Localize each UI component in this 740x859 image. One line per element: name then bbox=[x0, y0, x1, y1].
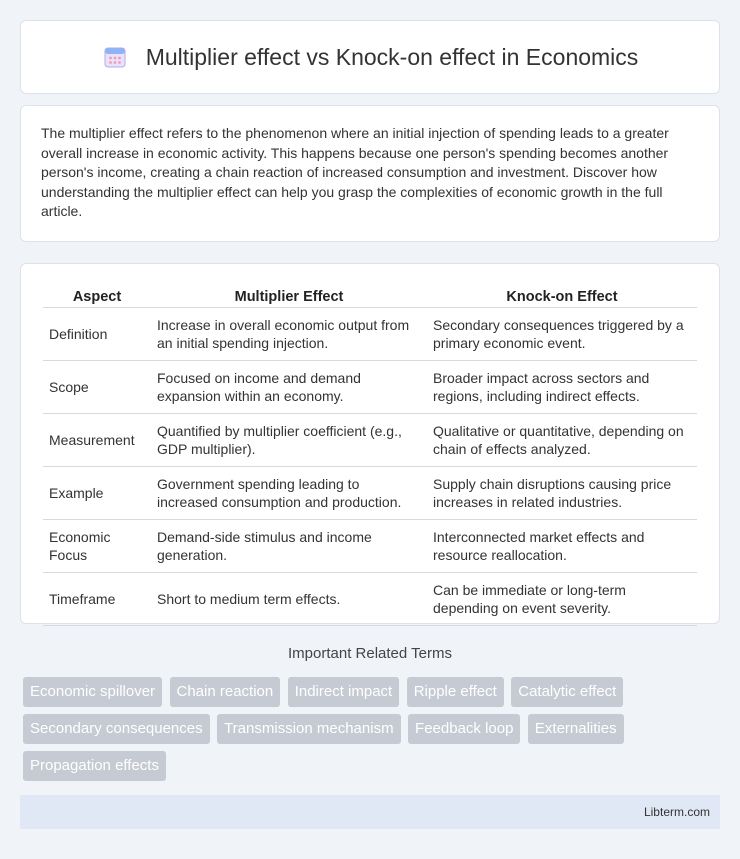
table-row bbox=[43, 361, 697, 414]
tag-chain-reaction[interactable]: Chain reaction bbox=[170, 677, 281, 707]
header-aspect: Aspect bbox=[43, 284, 151, 308]
cell-knockon: Interconnected market effects and resource reallocation. bbox=[427, 520, 697, 573]
table-row bbox=[43, 520, 697, 573]
tag-externalities[interactable]: Externalities bbox=[528, 714, 624, 744]
intro-text: The multiplier effect refers to the phenomenon where an initial injection of spending leads to a greater overall increase in economic activity. This happens because one person's spending becomes another person's income, creating a chain reaction of increased consumption and investment. Discover how understanding the multiplier effect can help you grasp the complexities of economic growth in the full article. bbox=[41, 125, 669, 219]
cell-aspect: Definition bbox=[43, 308, 151, 361]
footer-site-link[interactable]: Libterm.com bbox=[643, 805, 710, 819]
tag-transmission-mechanism[interactable]: Transmission mechanism bbox=[217, 714, 401, 744]
cell-multiplier: Increase in overall economic output from an initial spending injection. bbox=[151, 308, 427, 361]
table-row bbox=[43, 573, 697, 626]
table-row bbox=[43, 467, 697, 520]
footer bbox=[20, 795, 720, 829]
cell-aspect: Example bbox=[43, 467, 151, 520]
comparison-table bbox=[43, 284, 697, 626]
cell-multiplier: Quantified by multiplier coefficient (e.g., GDP multiplier). bbox=[151, 414, 427, 467]
cell-aspect: Scope bbox=[43, 361, 151, 414]
tag-ripple-effect[interactable]: Ripple effect bbox=[407, 677, 504, 707]
cell-knockon: Qualitative or quantitative, depending on chain of effects analyzed. bbox=[427, 414, 697, 467]
page-title: Multiplier effect vs Knock-on effect in Economics bbox=[145, 43, 639, 70]
tag-secondary-consequences[interactable]: Secondary consequences bbox=[23, 714, 210, 744]
table-row bbox=[43, 308, 697, 361]
cell-multiplier: Focused on income and demand expansion within an economy. bbox=[151, 361, 427, 414]
calendar-icon bbox=[102, 44, 128, 70]
cell-aspect: Measurement bbox=[43, 414, 151, 467]
cell-aspect: Economic Focus bbox=[43, 520, 151, 573]
header-card bbox=[20, 20, 720, 94]
tag-propagation-effects[interactable]: Propagation effects bbox=[23, 751, 166, 781]
cell-aspect: Timeframe bbox=[43, 573, 151, 626]
related-terms-title: Important Related Terms bbox=[288, 645, 452, 662]
cell-multiplier: Demand-side stimulus and income generation. bbox=[151, 520, 427, 573]
table-header-row bbox=[43, 284, 697, 308]
cell-multiplier: Government spending leading to increased consumption and production. bbox=[151, 467, 427, 520]
tag-economic-spillover[interactable]: Economic spillover bbox=[23, 677, 162, 707]
table-row bbox=[43, 414, 697, 467]
cell-multiplier: Short to medium term effects. bbox=[151, 573, 427, 626]
tag-feedback-loop[interactable]: Feedback loop bbox=[408, 714, 520, 744]
header-multiplier: Multiplier Effect bbox=[151, 284, 427, 308]
cell-knockon: Broader impact across sectors and regions, including indirect effects. bbox=[427, 361, 697, 414]
tag-indirect-impact[interactable]: Indirect impact bbox=[288, 677, 400, 707]
tag-catalytic-effect[interactable]: Catalytic effect bbox=[511, 677, 623, 707]
intro-card bbox=[20, 105, 720, 242]
header-knockon: Knock-on Effect bbox=[427, 284, 697, 308]
related-terms-list bbox=[23, 677, 723, 788]
cell-knockon: Supply chain disruptions causing price increases in related industries. bbox=[427, 467, 697, 520]
cell-knockon: Secondary consequences triggered by a primary economic event. bbox=[427, 308, 697, 361]
cell-knockon: Can be immediate or long-term depending on event severity. bbox=[427, 573, 697, 626]
comparison-card bbox=[20, 263, 720, 624]
